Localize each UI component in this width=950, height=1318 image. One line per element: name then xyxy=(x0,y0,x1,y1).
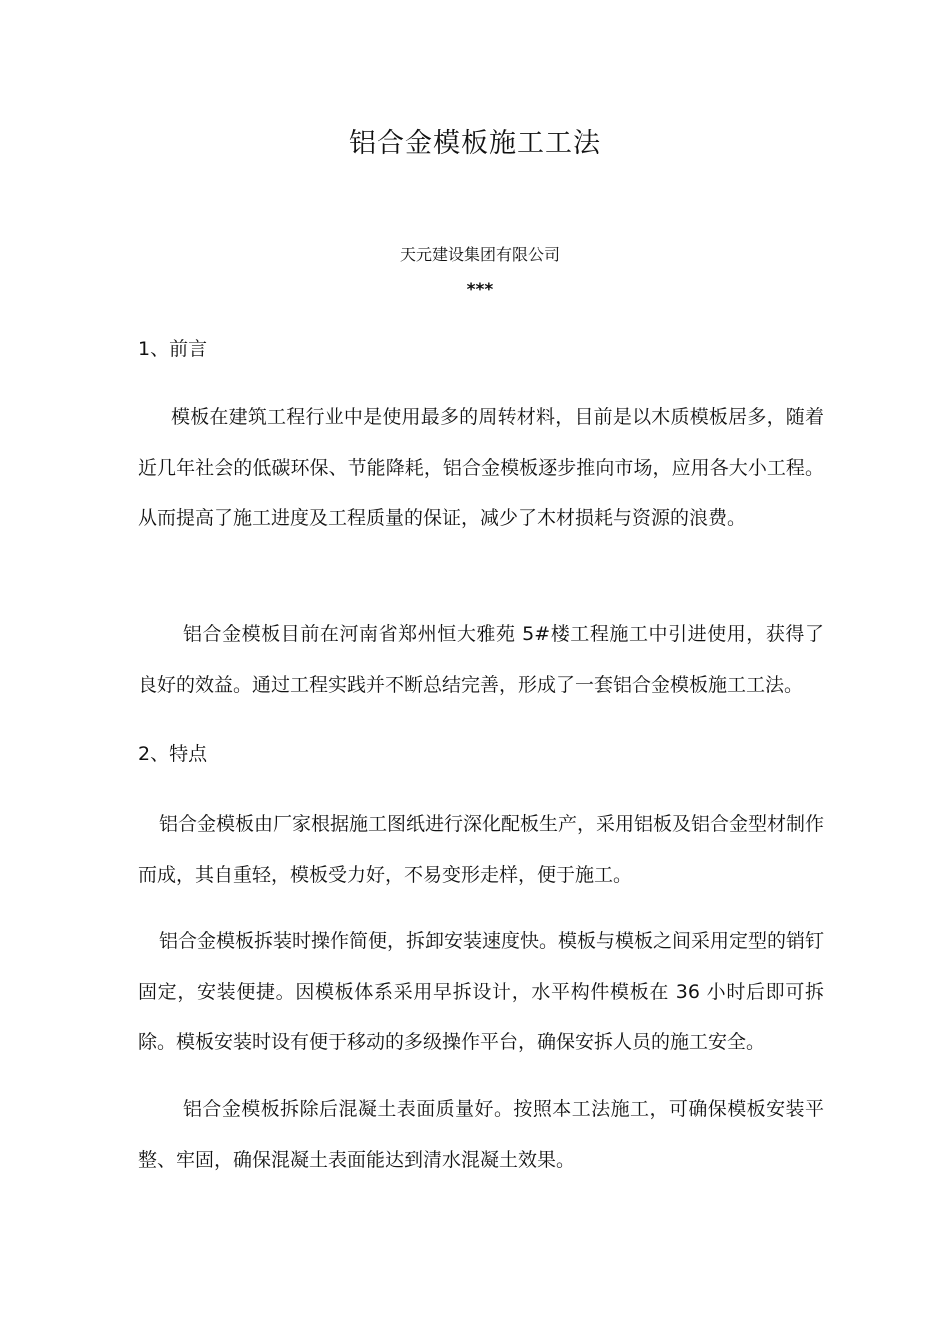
document-title: 铝合金模板施工工法 xyxy=(349,128,601,159)
paragraph: 铝合金模板拆装时操作简便，拆卸安装速度快。模板与模板之间采用定型的销钉固定，安装便捷。因模板体系采用早拆设计，水平构件模板在 36 小时后即可拆除。模板安装时设有便于移动的多级操作平台，确保安拆人员的施工安全。 xyxy=(138,930,825,1053)
paragraph: 铝合金模板拆除后混凝土表面质量好。按照本工法施工，可确保模板安装平整、牢固，确保混凝土表面能达到清水混凝土效果。 xyxy=(138,1098,824,1171)
section-heading-preface: 1、前言 xyxy=(138,338,208,360)
author-placeholder: *** xyxy=(466,280,494,300)
section-heading-features: 2、特点 xyxy=(138,743,208,765)
organization-name: 天元建设集团有限公司 xyxy=(399,245,560,264)
paragraph: 模板在建筑工程行业中是使用最多的周转材料，目前是以木质模板居多，随着近几年社会的低碳环保、节能降耗，铝合金模板逐步推向市场，应用各大小工程。从而提高了施工进度及工程质量的保证，减少了木材损耗与资源的浪费。 xyxy=(138,406,824,529)
paragraph: 铝合金模板由厂家根据施工图纸进行深化配板生产，采用铝板及铝合金型材制作而成，其自重轻，模板受力好，不易变形走样，便于施工。 xyxy=(138,813,825,886)
paragraph: 铝合金模板目前在河南省郑州恒大雅苑 5#楼工程施工中引进使用，获得了良好的效益。通过工程实践并不断总结完善，形成了一套铝合金模板施工工法。 xyxy=(138,623,824,696)
